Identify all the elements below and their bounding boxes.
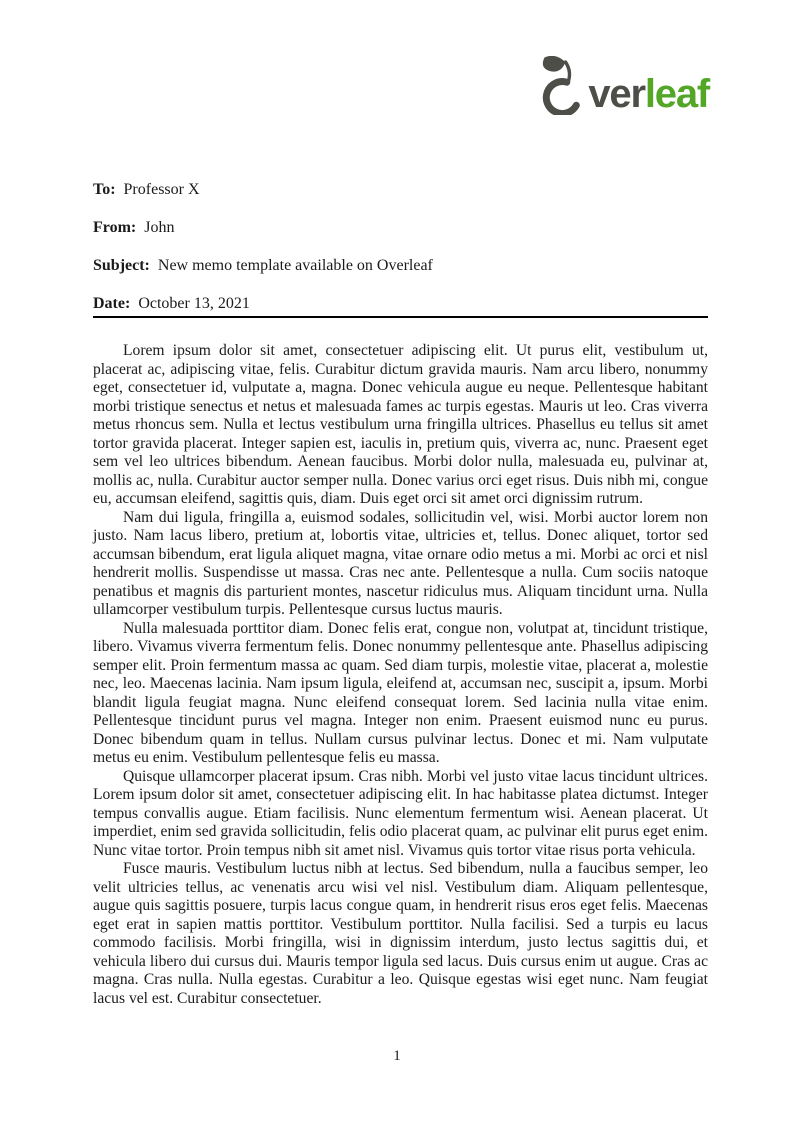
memo-field-to-label: To: [93,181,116,198]
memo-body [93,342,708,1008]
memo-field-to [93,181,708,199]
memo-field-subject [93,257,708,275]
memo-field-date-value: October 13, 2021 [138,295,250,312]
page-number: 1 [393,1048,401,1064]
memo-field-from-value: John [144,219,175,236]
memo-field-to-value: Professor X [123,181,200,198]
memo-field-from [93,219,708,237]
logo-text-dark: ver [588,72,645,116]
header-divider [93,316,708,318]
paragraph: Nulla malesuada porttitor diam. Donec felis erat, congue non, volutpat at, tincidunt tristique, libero. Vivamus viverra fermentum felis. Donec nonummy pellentesque ante. Phasellus adipiscing semper elit. Proin fermentum massa ac quam. Sed diam turpis, molestie vitae, placerat a, molestie nec, leo. Maecenas lacinia. Nam ipsum ligula, eleifend at, accumsan nec, suscipit a, ipsum. Morbi blandit ligula feugiat magna. Nunc eleifend consequat lorem. Sed lacinia nulla vitae enim. Pellentesque tincidunt purus vel magna. Integer non enim. Praesent euismod nunc eu purus. Donec bibendum quam in tellus. Nullam cursus pulvinar lectus. Donec et mi. Nam vulputate metus eu enim. Vestibulum pellentesque felis eu massa. [93,619,708,766]
overleaf-logo [540,56,709,115]
paragraph: Lorem ipsum dolor sit amet, consectetuer adipiscing elit. Ut purus elit, vestibulum ut, placerat ac, adipiscing vitae, felis. Curabitur dictum gravida mauris. Nam arcu libero, nonummy eget, consectetuer id, vulputate a, magna. Donec vehicula augue eu neque. Pellentesque habitant morbi tristique senectus et netus et malesuada fames ac turpis egestas. Mauris ut leo. Cras viverra metus rhoncus sem. Nulla et lectus vestibulum urna fringilla ultrices. Phasellus eu tellus sit amet tortor gravida placerat. Integer sapien est, iaculis in, pretium quis, viverra ac, nunc. Praesent eget sem vel leo ultrices bibendum. Aenean faucibus. Morbi dolor nulla, malesuada eu, pulvinar at, mollis ac, nulla. Curabitur auctor semper nulla. Donec varius orci eget risus. Duis nibh mi, congue eu, accumsan eleifend, sagittis quis, diam. Duis eget orci sit amet orci dignissim rutrum. [93,342,708,507]
paragraph: Nam dui ligula, fringilla a, euismod sodales, sollicitudin vel, wisi. Morbi auctor lorem non justo. Nam lacus libero, pretium at, lobortis vitae, ultricies et, tellus. Donec aliquet, tortor sed accumsan bibendum, erat ligula aliquet magna, vitae ornare odio metus a mi. Morbi ac orci et nisl hendrerit mollis. Suspendisse ut massa. Cras nec ante. Pellentesque a nulla. Cum sociis natoque penatibus et magnis dis parturient montes, nascetur ridiculus mus. Aliquam tincidunt urna. Nulla ullamcorper vestibulum turpis. Pellentesque cursus luctus mauris. [93,508,708,618]
memo-field-date-label: Date: [93,295,131,312]
memo-field-subject-label: Subject: [93,257,150,274]
paragraph: Quisque ullamcorper placerat ipsum. Cras nibh. Morbi vel justo vitae lacus tincidunt ultrices. Lorem ipsum dolor sit amet, consectetuer adipiscing elit. In hac habitasse platea dictumst. Integer tempus convallis augue. Etiam facilisis. Nunc elementum fermentum wisi. Aenean placerat. Ut imperdiet, enim sed gravida sollicitudin, felis odio placerat quam, ac pulvinar elit purus eget enim. Nunc vitae tortor. Proin tempus nibh sit amet nisl. Vivamus quis tortor vitae risus porta vehicula. [93,767,708,859]
logo-text-green: leaf [644,72,709,116]
memo-field-date [93,295,708,313]
paragraph: Fusce mauris. Vestibulum luctus nibh at lectus. Sed bibendum, nulla a faucibus semper, leo velit ultricies tellus, ac venenatis arcu wisi vel nisl. Vestibulum diam. Aliquam pellentesque, augue quis sagittis posuere, turpis lacus congue quam, in hendrerit risus eros eget felis. Maecenas eget erat in sapien mattis porttitor. Vestibulum porttitor. Nulla facilisi. Sed a turpis eu lacus commodo facilisis. Morbi fringilla, wisi in dignissim interdum, justo lectus sagittis dui, et vehicula libero dui cursus dui. Mauris tempor ligula sed lacus. Duis cursus enim ut augue. Cras ac magna. Cras nulla. Nulla egestas. Curabitur a leo. Quisque egestas wisi eget nunc. Nam feugiat lacus vel est. Curabitur consectetuer. [93,860,708,1007]
memo-field-subject-value: New memo template available on Overleaf [157,257,433,274]
overleaf-wordmark [588,74,709,115]
memo-header [93,181,708,333]
overleaf-o-leaf-icon [540,56,587,115]
memo-field-from-label: From: [93,219,137,236]
